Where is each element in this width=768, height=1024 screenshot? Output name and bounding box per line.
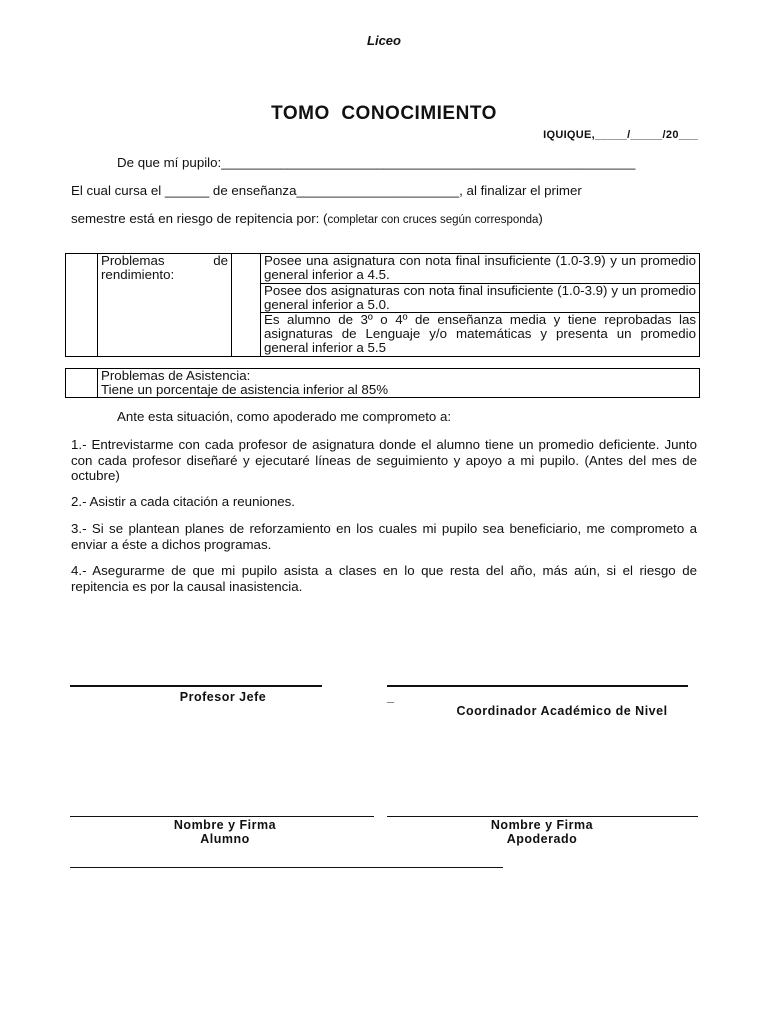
- alumno-signature-line: [70, 816, 374, 817]
- option-checkbox-cell[interactable]: [232, 254, 261, 357]
- commitment-item-2: 2.- Asistir a cada citación a reuniones.: [71, 494, 295, 509]
- risk-reason-close: ): [538, 211, 543, 226]
- apoderado-signature-line: [387, 816, 698, 817]
- alumno-label-1: Nombre y Firma: [173, 818, 277, 832]
- commitment-item-1: 1.- Entrevistarme con cada profesor de asignatura donde el alumno tiene un promedio deficiente. Junto con cada profesor diseñaré y ejecutaré líneas de seguimiento y apoyo a mi pupilo. (Antes del mes de octubre): [71, 437, 697, 483]
- coordinador-label: Coordinador Académico de Nivel: [456, 704, 668, 718]
- risk-reason-line: [71, 211, 543, 226]
- profesor-signature-line: [70, 685, 322, 687]
- alumno-label-2: Alumno: [200, 832, 250, 846]
- attendance-checkbox-cell[interactable]: [66, 369, 98, 398]
- attendance-text: Tiene un porcentaje de asistencia inferior al 85%: [101, 382, 389, 397]
- course-line: El cual cursa el ______ de enseñanza______________________, al finalizar el primer: [71, 183, 582, 198]
- attendance-cell: [98, 369, 700, 398]
- performance-problems-table: [65, 253, 700, 357]
- coordinador-signature-line: [387, 685, 688, 687]
- profesor-jefe-label: Profesor Jefe: [179, 690, 267, 704]
- apoderado-label-1: Nombre y Firma: [490, 818, 594, 832]
- pupil-name-line: De que mí pupilo:________________________________________________________: [117, 155, 636, 170]
- risk-reason-instruction: completar con cruces según corresponda: [327, 214, 539, 226]
- coordinador-extra-mark: _: [387, 690, 395, 704]
- extra-signature-line: [70, 867, 503, 868]
- attendance-problems-table: [65, 368, 700, 398]
- school-name: Liceo: [367, 33, 401, 48]
- commitment-item-4: 4.- Asegurarme de que mi pupilo asista a clases en lo que resta del año, más aún, si el riesgo de repitencia es por la causal inasistencia.: [71, 563, 697, 594]
- performance-option-1: Posee una asignatura con nota final insuficiente (1.0-3.9) y un promedio general inferior a 4.5.: [261, 254, 700, 284]
- performance-label: Problemas de rendimiento:: [98, 254, 232, 357]
- performance-checkbox-cell[interactable]: [66, 254, 98, 357]
- attendance-label: Problemas de Asistencia:: [101, 368, 251, 383]
- document-title: TOMO CONOCIMIENTO: [271, 103, 497, 124]
- commitment-lead: Ante esta situación, como apoderado me comprometo a:: [117, 409, 452, 424]
- performance-option-2: Posee dos asignaturas con nota final insuficiente (1.0-3.9) y un promedio general inferior a 5.0.: [261, 284, 700, 313]
- place-date-field: IQUIQUE,_____/_____/20___: [543, 129, 698, 141]
- performance-option-3: Es alumno de 3º o 4º de enseñanza media y tiene reprobadas las asignaturas de Lenguaje y/o matemáticas y presenta un promedio general inferior a 5.5: [261, 313, 700, 357]
- risk-reason-text: semestre está en riesgo de repitencia por: (: [71, 211, 328, 226]
- apoderado-label-2: Apoderado: [506, 832, 578, 846]
- commitment-item-3: 3.- Si se plantean planes de reforzamiento en los cuales mi pupilo sea beneficiario, me comprometo a enviar a éste a dichos programas.: [71, 521, 697, 552]
